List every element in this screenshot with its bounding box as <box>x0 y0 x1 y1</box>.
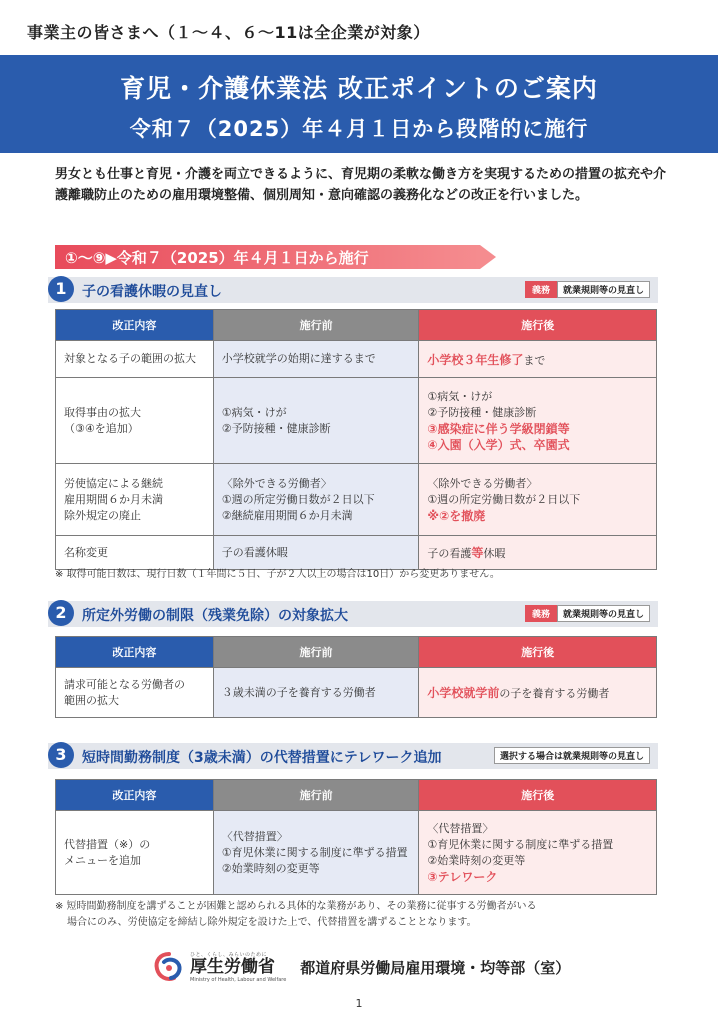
ministry-logo-icon <box>152 950 186 984</box>
table-header-row <box>56 637 657 668</box>
section-1-table <box>55 309 657 570</box>
item-cell: 対象となる子の範囲の拡大 <box>56 341 214 378</box>
table-header-row <box>56 780 657 811</box>
column-header-after: 施行後 <box>419 780 657 811</box>
section-number-badge: 1 <box>48 276 74 302</box>
column-header-before: 施行前 <box>213 310 419 341</box>
section-2-table <box>55 636 657 718</box>
section-title: 子の看護休暇の見直し <box>82 284 222 300</box>
ministry-name: 厚生労働省 <box>190 957 275 977</box>
column-header-after: 施行後 <box>419 637 657 668</box>
before-cell: 〈代替措置〉 ①育児休業に関する制度に準ずる措置 ②始業時刻の変更等 <box>213 811 419 895</box>
footer <box>152 950 570 984</box>
section-number-badge: 3 <box>48 742 74 768</box>
page-number: 1 <box>355 997 363 1010</box>
phase-arrow-banner <box>55 245 495 269</box>
ministry-name-en: Ministry of Health, Labour and Welfare <box>190 977 287 983</box>
before-cell: 子の看護休暇 <box>213 536 419 570</box>
phase-label: ①～⑨▶令和７（2025）年４月１日から施行 <box>65 249 369 267</box>
section-tags <box>525 281 650 298</box>
before-cell: 〈除外できる労働者〉 ①週の所定労働日数が２日以下 ②継続雇用期間６か月未満 <box>213 464 419 536</box>
column-header-before: 施行前 <box>213 637 419 668</box>
table-row <box>56 536 657 570</box>
rule-review-badge: 就業規則等の見直し <box>557 605 650 622</box>
ministry-logotype <box>190 951 286 983</box>
after-cell: 子の看護等休暇 <box>419 536 657 570</box>
after-cell: 〈代替措置〉 ①育児休業に関する制度に準ずる措置 ②始業時刻の変更等 ③テレワーク <box>419 811 657 895</box>
section-title: 所定外労働の制限（残業免除）の対象拡大 <box>82 608 348 624</box>
section-3-header <box>48 743 658 769</box>
intro-paragraph: 男女とも仕事と育児・介護を両立できるように、育児期の柔軟な働き方を実現するための措置の拡充や介護離職防止のための雇用環境整備、個別周知・意向確認の義務化などの改正を行いました。 <box>55 167 667 203</box>
column-header-before: 施行前 <box>213 780 419 811</box>
audience-line: 事業主の皆さまへ（１～４、６～11は全企業が対象） <box>27 23 430 42</box>
rule-review-badge: 就業規則等の見直し <box>557 281 650 298</box>
before-cell: ３歳未満の子を養育する労働者 <box>213 668 419 718</box>
item-cell: 代替措置（※）の メニューを追加 <box>56 811 214 895</box>
duty-badge: 義務 <box>525 605 557 622</box>
column-header-after: 施行後 <box>419 310 657 341</box>
before-cell: ①病気・けが ②予防接種・健康診断 <box>213 378 419 464</box>
page-subtitle: 令和７（2025）年４月１日から段階的に施行 <box>129 117 589 141</box>
section-tags <box>494 747 650 764</box>
table-row <box>56 464 657 536</box>
column-header-item: 改正内容 <box>56 780 214 811</box>
ministry-tagline: ひと、くらし、みらいのために <box>190 952 268 958</box>
column-header-item: 改正内容 <box>56 310 214 341</box>
section-3-table <box>55 779 657 895</box>
table-row <box>56 341 657 378</box>
section-3-note: ※ 短時間勤務制度を講ずることが困難と認められる具体的な業務があり、その業務に従事する労働者がいる 場合にのみ、労使協定を締結し除外規定を設けた上で、代替措置を講ずることとなります。 <box>55 901 537 928</box>
column-header-item: 改正内容 <box>56 637 214 668</box>
duty-badge: 義務 <box>525 281 557 298</box>
page-title: 育児・介護休業法 改正ポイントのご案内 <box>120 74 598 103</box>
title-banner <box>0 55 718 153</box>
section-title: 短時間勤務制度（3歳未満）の代替措置にテレワーク追加 <box>82 750 442 766</box>
arrow-right-icon <box>480 245 496 269</box>
after-cell: 小学校３年生修了まで <box>419 341 657 378</box>
rule-review-badge: 選択する場合は就業規則等の見直し <box>494 747 650 764</box>
item-cell: 名称変更 <box>56 536 214 570</box>
department-name: 都道府県労働局雇用環境・均等部（室） <box>300 958 571 977</box>
after-cell: 〈除外できる労働者〉 ①週の所定労働日数が２日以下 ※②を撤廃 <box>419 464 657 536</box>
table-row <box>56 378 657 464</box>
item-cell: 取得事由の拡大 （③④を追加） <box>56 378 214 464</box>
section-number-badge: 2 <box>48 600 74 626</box>
section-tags <box>525 605 650 622</box>
item-cell: 労使協定による継続 雇用期間６か月未満 除外規定の廃止 <box>56 464 214 536</box>
section-2-header <box>48 601 658 627</box>
table-header-row <box>56 310 657 341</box>
table-row <box>56 668 657 718</box>
item-cell: 請求可能となる労働者の 範囲の拡大 <box>56 668 214 718</box>
table-row <box>56 811 657 895</box>
after-cell: 小学校就学前の子を養育する労働者 <box>419 668 657 718</box>
section-1-header <box>48 277 658 303</box>
after-cell: ①病気・けが ②予防接種・健康診断 ③感染症に伴う学級閉鎖等 ④入園（入学）式、卒園式 <box>419 378 657 464</box>
before-cell: 小学校就学の始期に達するまで <box>213 341 419 378</box>
section-1-note: ※ 取得可能日数は、現行日数（１年間に５日、子が２人以上の場合は10日）から変更ありません。 <box>55 569 500 580</box>
